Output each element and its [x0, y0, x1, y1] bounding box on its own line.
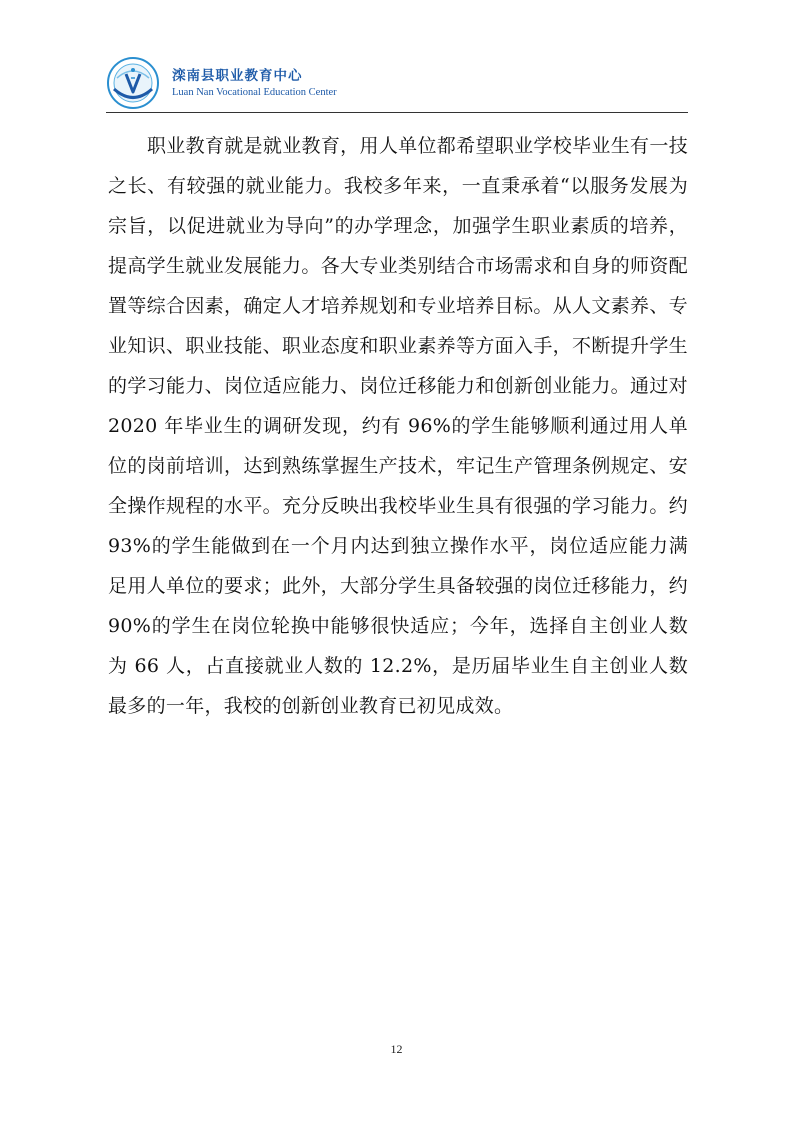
org-name-chinese: 滦南县职业教育中心 [172, 68, 303, 84]
page-header [106, 56, 688, 114]
org-name-english: Luan Nan Vocational Education Center [172, 87, 337, 98]
header-divider [106, 112, 688, 113]
school-emblem-icon [106, 56, 160, 110]
body-paragraph: 职业教育就是就业教育，用人单位都希望职业学校毕业生有一技之长、有较强的就业能力。我校多年来，一直秉承着“以服务发展为宗旨，以促进就业为导向”的办学理念，加强学生职业素质的培养，提高学生就业发展能力。各大专业类别结合市场需求和自身的师资配置等综合因素，确定人才培养规划和专业培养目标。从人文素养、专业知识、职业技能、职业态度和职业素养等方面入手，不断提升学生的学习能力、岗位适应能力、岗位迁移能力和创新创业能力。通过对 2020 年毕业生的调研发现，约有 96%的学生能够顺利通过用人单位的岗前培训，达到熟练掌握生产技术，牢记生产管理条例规定、安全操作规程的水平。充分反映出我校毕业生具有很强的学习能力。约 93%的学生能做到在一个月内达到独立操作水平，岗位适应能力满足用人单位的要求；此外，大部分学生具备较强的岗位迁移能力，约 90%的学生在岗位轮换中能够很快适应；今年，选择自主创业人数为 66 人，占直接就业人数的 12.2%，是历届毕业生自主创业人数最多的一年，我校的创新创业教育已初见成效。 [108, 135, 688, 717]
page-number: 12 [390, 1042, 403, 1056]
